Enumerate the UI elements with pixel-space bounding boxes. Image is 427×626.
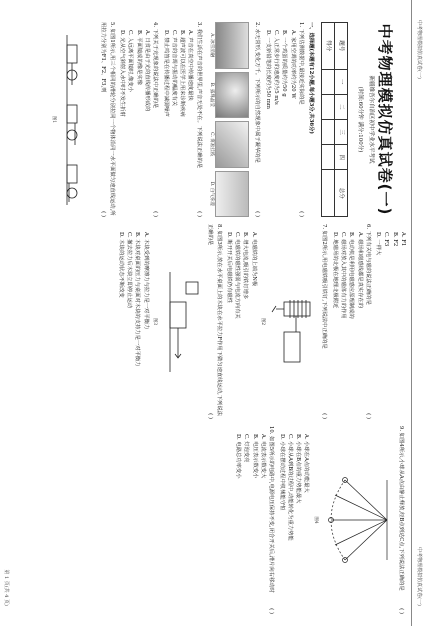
block-force-diagram	[162, 262, 202, 382]
question-text: 1. 下列估测数据中,最接近实际的是	[297, 22, 304, 105]
option: B. 小球在B点的重力势能最大	[295, 434, 302, 504]
column-2	[17, 224, 407, 419]
question-text: 4. 下列关于光现象的说法中正确的是	[152, 22, 159, 109]
question-text: 3. 我们生活在声音的世界里,声音无处不在。下列说法正确的是	[195, 22, 202, 169]
answer-paren: ( )	[100, 211, 107, 217]
option: B. 平面镜成的像是实像	[135, 30, 142, 85]
figure-caption: 图1	[51, 115, 57, 124]
option: A. 木块受到的摩擦力与拉力是一对平衡力	[142, 232, 149, 330]
question-7	[320, 224, 328, 419]
option: C. 人正常步行的速度约为5 m/s	[272, 30, 279, 105]
question-10	[267, 426, 275, 614]
option: D. 地磁场的北极在地理北极附近	[331, 232, 338, 309]
question-2	[253, 22, 261, 217]
option: C. 电磁铁的磁性强弱与电流方向有关	[234, 232, 241, 319]
option: A. 电流表示数变大	[259, 434, 266, 479]
q2-photo-row	[207, 22, 249, 217]
option: A. 家用空调的功率约为20 W	[289, 30, 296, 99]
column-3	[17, 426, 407, 614]
option: D. 一支新铅笔的长度约为50 mm	[264, 30, 271, 109]
score-header-cell: 一	[335, 69, 348, 94]
question-text: 6. 下列有关电与磁的说法正确的是	[364, 224, 371, 305]
option: C. 磁场对放入其中的磁体有力的作用	[339, 232, 346, 319]
pulley-diagram	[61, 30, 95, 210]
figure-caption: 图3	[151, 317, 157, 326]
answer-paren: ( )	[152, 211, 159, 217]
exam-school: 新疆维吾尔自治区初中学业水平考试	[367, 75, 374, 164]
question-text: 9. 如图4所示,小球从A点由静止释放,经B点到达C点,下列说法正确的是	[398, 426, 404, 591]
question-6	[364, 224, 372, 419]
option: B. F2	[391, 232, 398, 247]
option: C. 声音的音调与振动的幅度有关	[170, 30, 177, 107]
answer-paren: ( )	[364, 413, 371, 419]
score-cell[interactable]	[322, 145, 335, 170]
option: B. 增大电流,吸引的铁钉增多	[242, 232, 249, 300]
photo-caption: B. 露珠晶莹	[209, 82, 215, 107]
photo-icon	[215, 72, 249, 119]
score-header-cell: 四	[335, 145, 348, 170]
bottom-margin	[0, 0, 14, 626]
photo-icon	[215, 22, 249, 69]
question-text: 5. 如图1所示,用三个相同的滑轮分别拉同一个物体沿同一水平面做匀速直线运动,所用拉力分别为F1、F2、F3,则	[100, 22, 115, 216]
question-4	[151, 22, 159, 217]
figure-caption: 图4	[312, 516, 318, 524]
question-text: 10. 如图5所示的电路中,电源电压保持不变,闭合开关后,滑片向右移动时	[268, 426, 275, 593]
pendulum-diagram	[323, 460, 393, 580]
option: C. 人远离平面镜时,像变小	[127, 30, 134, 92]
question-1	[297, 22, 305, 217]
score-header-row	[335, 23, 348, 217]
question-9	[397, 426, 405, 614]
answer-paren: ( )	[398, 608, 404, 614]
score-header-cell: 三	[335, 119, 348, 144]
photo-caption: C. 雾凇挂枝	[209, 132, 215, 157]
option: C. 撤去拉力后木块立即停止运动	[126, 232, 133, 309]
answer-paren: ( )	[268, 608, 275, 614]
option: A. 日食是由于光的直线传播形成的	[143, 30, 150, 112]
option: D. 小球在摆动过程中机械能守恒	[278, 434, 285, 511]
answer-paren: ( )	[195, 211, 202, 217]
option: A. 磁场和磁感线都是真实存在的	[356, 232, 363, 309]
photo-icon	[215, 171, 249, 218]
score-header-cell: 题号	[335, 23, 348, 70]
score-cell[interactable]	[322, 69, 335, 94]
option: D. 光从空气斜射入水中时不发生折射	[119, 30, 126, 117]
question-8	[206, 224, 223, 419]
photo-b	[207, 72, 249, 119]
section-1-heading: 一、选择题(本题有12小题,每小题3分,共36分)	[308, 22, 315, 134]
header-left-label: 中考物理模拟仿真试卷(一)	[416, 20, 422, 79]
option: C. 灯泡变亮	[243, 434, 250, 463]
option: A. 小球在A点的动能最大	[303, 434, 310, 493]
question-text: 7. 如图2所示,用电磁铁吸引铁钉,下列说法中正确的是	[321, 224, 328, 349]
option: B. 超声波可以在医学上用来诊断疾病	[179, 30, 186, 117]
figure-caption: 图2	[260, 317, 266, 326]
column-1	[17, 22, 407, 217]
option: A. F1	[400, 232, 406, 247]
photo-d	[207, 171, 249, 218]
top-margin	[411, 0, 427, 626]
header-right-label: 中考物理模拟仿真试卷(一)	[416, 547, 422, 606]
option: D. 木块的运动状态不断改变	[117, 232, 124, 298]
option: C. 小球从A到B的过程中,动能转化为重力势能	[286, 434, 293, 541]
photo-c	[207, 121, 249, 168]
score-table	[321, 22, 348, 217]
photo-caption: D. 白气弥漫	[209, 181, 215, 206]
photo-a	[207, 22, 249, 69]
score-cell[interactable]	[322, 119, 335, 144]
page-number: 第 1 页(共 4 页)	[3, 569, 10, 606]
option: C. F3	[383, 232, 390, 247]
question-text: 8. 如图3所示,放在水平桌面上的木块在水平拉力F作用下做匀速直线运动,下列说法正确的是	[207, 224, 222, 416]
answer-paren: ( )	[321, 413, 328, 419]
question-text: 2. 水无常形,变化万千。下列所示的自然现象中属于凝华的是	[254, 22, 261, 163]
option: A. 声音在真空中传播速度最快	[187, 30, 194, 101]
question-5	[99, 22, 116, 217]
option: A. 电磁铁的上端为N极	[250, 232, 257, 287]
option: B. 一个鸡蛋的质量约为50 g	[281, 30, 288, 97]
answer-paren: ( )	[297, 211, 304, 217]
photo-icon	[215, 121, 249, 168]
option: D. 一样大	[375, 232, 382, 256]
score-row-label: 得分	[322, 23, 335, 70]
electromagnet-diagram	[270, 262, 316, 382]
score-cell[interactable]	[322, 170, 335, 217]
score-value-row	[322, 23, 335, 217]
question-3	[194, 22, 202, 217]
score-header-cell: 总分	[335, 170, 348, 217]
option: D. 断开开关后电磁铁仍有磁性	[225, 232, 232, 303]
answer-paren: ( )	[207, 413, 214, 419]
option: B. 木块对桌面的压力与桌面对木块的支持力是一对平衡力	[134, 232, 141, 367]
option: B. 电压表示数变小	[251, 434, 258, 479]
exam-title: 中考物理模拟仿真试卷(一)	[376, 23, 394, 216]
score-header-cell: 二	[335, 94, 348, 119]
score-cell[interactable]	[322, 94, 335, 119]
photo-caption: A. 冰雪消融	[209, 33, 215, 58]
option: D. 禁止鸣笛是在传播过程中减弱噪声	[162, 30, 169, 117]
option: D. 电路总功率变小	[235, 434, 242, 479]
exam-meta: (时间:60分钟 满分:100分)	[357, 86, 364, 153]
option: B. 电动机是利用电磁感应原理制成的	[348, 232, 355, 319]
answer-paren: ( )	[254, 211, 261, 217]
